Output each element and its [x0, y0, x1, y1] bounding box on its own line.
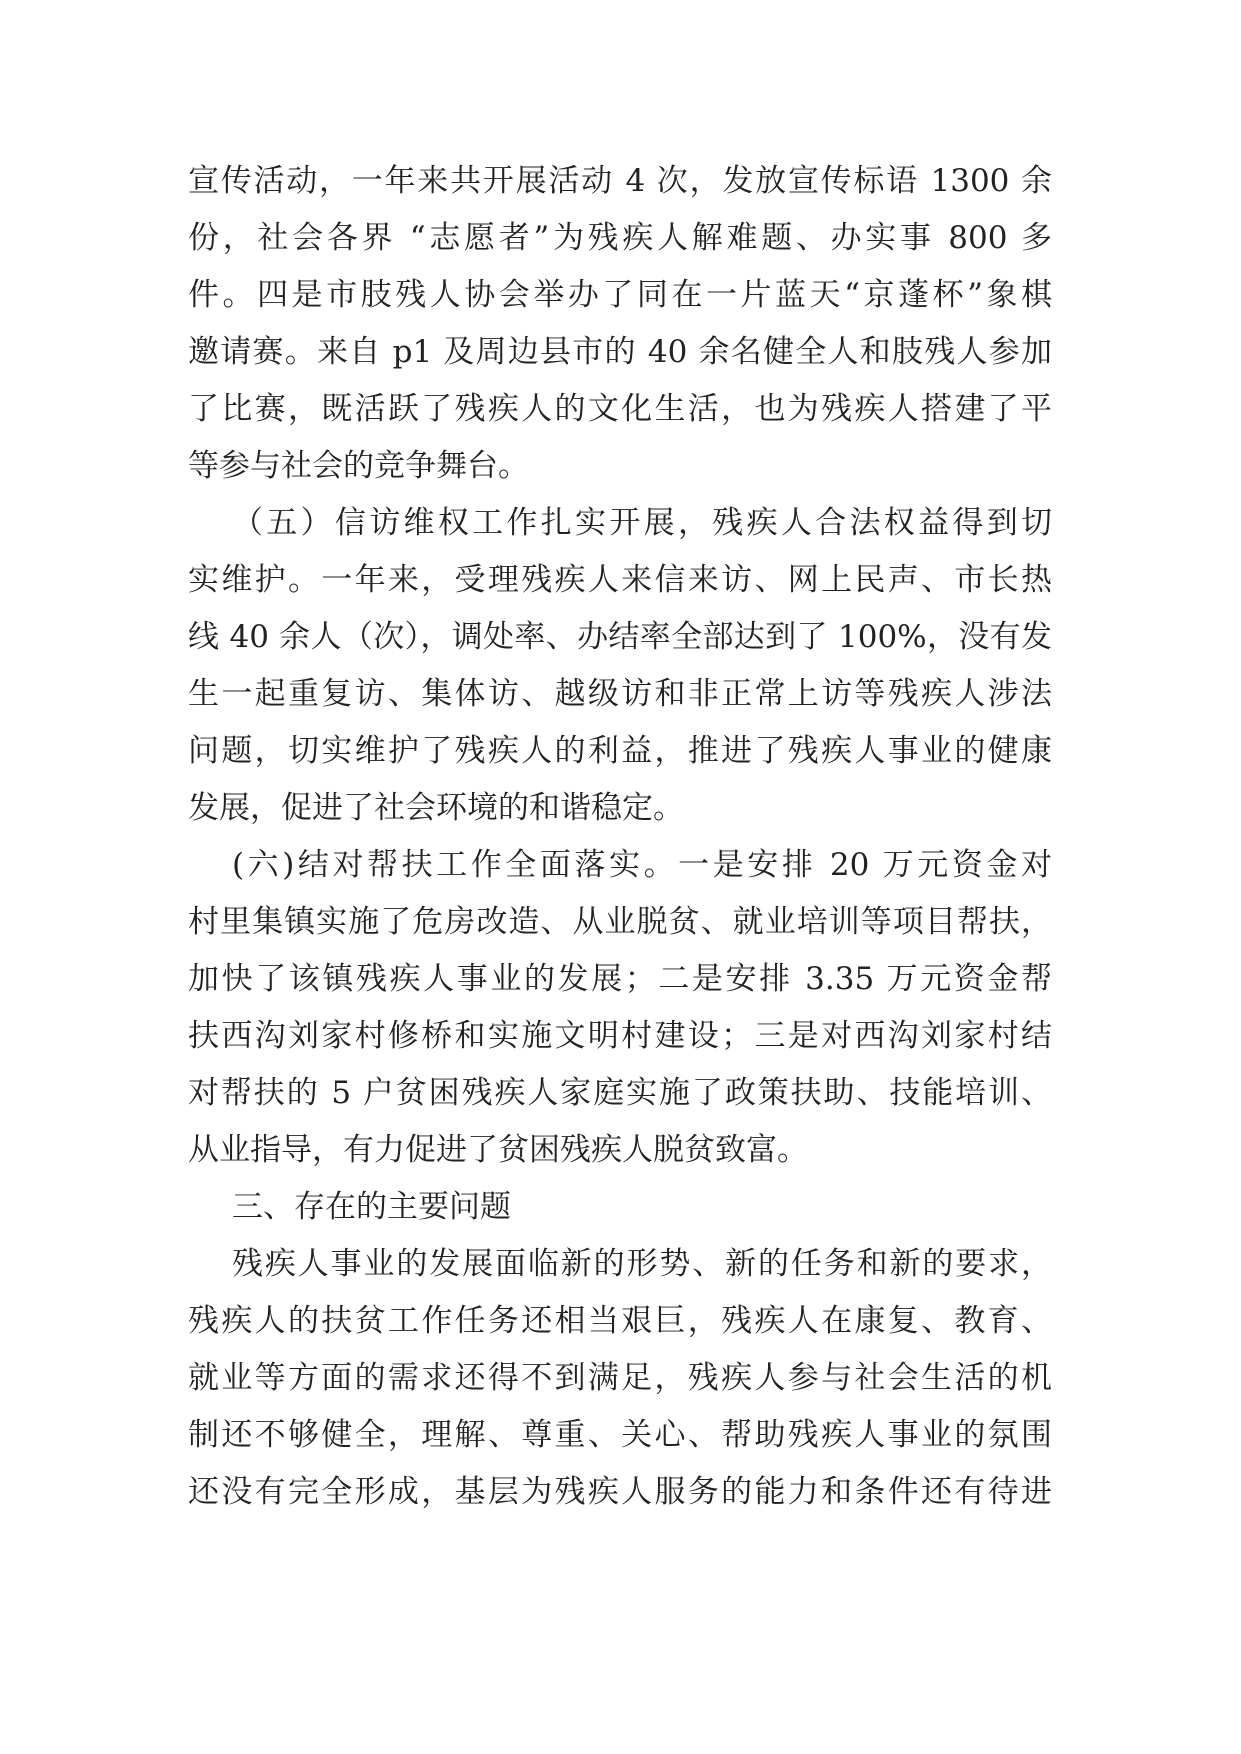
paragraph-paired-assistance — [188, 837, 1052, 1179]
paragraph-main-problems — [188, 1236, 1052, 1521]
text-line: 制还不够健全，理解、尊重、关心、帮助残疾人事业的氛围 — [188, 1417, 1052, 1453]
text-line: 就业等方面的需求还得不到满足，残疾人参与社会生活的机 — [188, 1360, 1052, 1396]
text-line: 对帮扶的 5 户贫困残疾人家庭实施了政策扶助、技能培训、 — [188, 1075, 1052, 1111]
text-line: 宣传活动，一年来共开展活动 4 次，发放宣传标语 1300 余 — [188, 163, 1052, 199]
text-line: 残疾人事业的发展面临新的形势、新的任务和新的要求， — [232, 1246, 1052, 1282]
text-line: 线 40 余人（次），调处率、办结率全部达到了 100%，没有发 — [188, 619, 1052, 655]
text-line: 加快了该镇残疾人事业的发展；二是安排 3.35 万元资金帮 — [188, 961, 1052, 997]
text-line: 邀请赛。来自 p1 及周边县市的 40 余名健全人和肢残人参加 — [188, 334, 1052, 370]
text-line: 发展，促进了社会环境的和谐稳定。 — [188, 790, 684, 826]
text-line: 份，社会各界 “志愿者”为残疾人解难题、办实事 800 多 — [188, 220, 1052, 256]
document-body — [188, 153, 1052, 1521]
section-heading-text: 三、存在的主要问题 — [232, 1189, 511, 1225]
text-line: 村里集镇实施了危房改造、从业脱贫、就业培训等项目帮扶， — [188, 904, 1052, 940]
text-line: 问题，切实维护了残疾人的利益，推进了残疾人事业的健康 — [188, 733, 1052, 769]
text-line: 件。四是市肢残人协会举办了同在一片蓝天“京蓬杯”象棋 — [188, 277, 1052, 313]
text-line: 残疾人的扶贫工作任务还相当艰巨，残疾人在康复、教育、 — [188, 1303, 1052, 1339]
text-line: (六)结对帮扶工作全面落实。一是安排 20 万元资金对 — [232, 847, 1052, 883]
section-heading — [188, 1179, 1052, 1236]
text-line: （五）信访维权工作扎实开展，残疾人合法权益得到切 — [232, 505, 1052, 541]
text-line: 了比赛，既活跃了残疾人的文化生活，也为残疾人搭建了平 — [188, 391, 1052, 427]
text-line: 等参与社会的竞争舞台。 — [188, 448, 529, 484]
paragraph-publicity-continued — [188, 153, 1052, 495]
text-line: 生一起重复访、集体访、越级访和非正常上访等残疾人涉法 — [188, 676, 1052, 712]
text-line: 从业指导，有力促进了贫困残疾人脱贫致富。 — [188, 1132, 808, 1168]
text-line: 实维护。一年来，受理残疾人来信来访、网上民声、市长热 — [188, 562, 1052, 598]
text-line: 还没有完全形成，基层为残疾人服务的能力和条件还有待进 — [188, 1474, 1052, 1510]
text-line: 扶西沟刘家村修桥和实施文明村建设；三是对西沟刘家村结 — [188, 1018, 1052, 1054]
paragraph-petition-rights — [188, 495, 1052, 837]
